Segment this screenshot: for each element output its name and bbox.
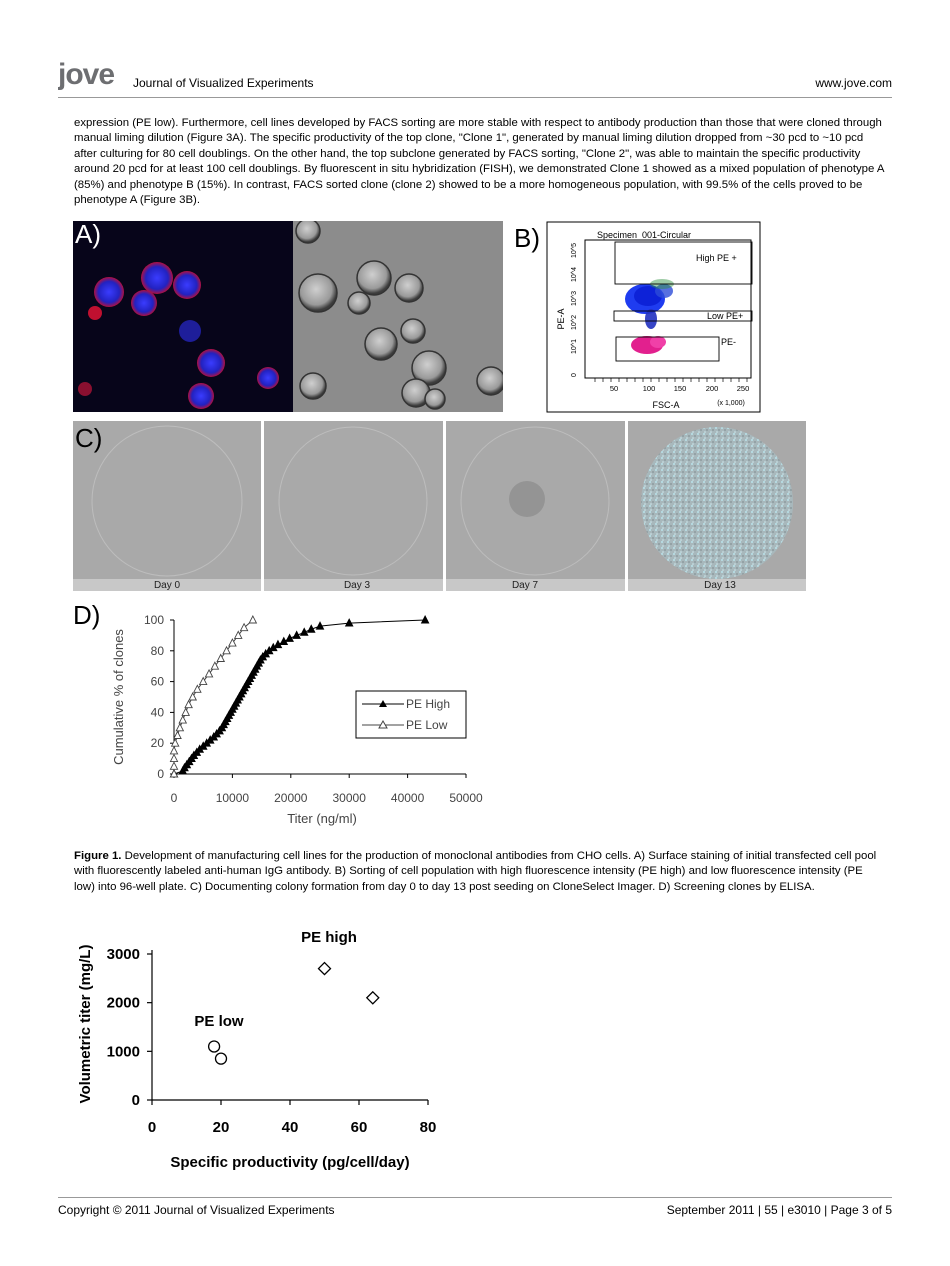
svg-text:250: 250 (736, 384, 750, 393)
y-tick-label: 100 (143, 613, 164, 627)
data-point-pe-low (216, 1053, 227, 1064)
day-label-0: Day 0 (153, 580, 181, 591)
productivity-scatter-chart (70, 922, 450, 1177)
data-point-pe-high (367, 992, 379, 1004)
svg-text:100: 100 (642, 384, 656, 393)
y-tick-label: 40 (150, 705, 164, 720)
y-tick-label: 0 (131, 1092, 140, 1109)
data-point (170, 762, 177, 769)
panel-a-microscopy (73, 221, 503, 412)
data-point (189, 693, 196, 700)
scatter-ticks (147, 954, 428, 1105)
day-label-3: Day 3 (343, 580, 371, 591)
panel-a-letter: A) (75, 221, 101, 249)
footer-page-info: September 2011 | 55 | e3010 | Page 3 of 5 (666, 1203, 892, 1217)
data-point (170, 755, 177, 762)
svg-text:0: 0 (571, 373, 578, 377)
x-tick-label: 40 (281, 1119, 299, 1136)
elisa-legend (356, 691, 466, 738)
flow-x-scale-note: (x 1,000) (717, 400, 745, 407)
x-tick-label: 50000 (449, 791, 483, 805)
elisa-y-label: Cumulative % of clones (111, 629, 126, 765)
svg-text:200: 200 (705, 384, 719, 393)
data-point (185, 701, 192, 708)
svg-text:10^1: 10^1 (571, 339, 578, 354)
elisa-y-tick-labels (144, 613, 164, 781)
scatter-y-tick-labels (107, 946, 140, 1109)
y-tick-label: 1000 (106, 1043, 140, 1061)
figure-caption (74, 849, 886, 895)
data-point-pe-low (209, 1041, 220, 1052)
x-tick-label: 0 (147, 1119, 157, 1136)
data-point-pe-high (319, 963, 331, 975)
panel-d-letter: D) (73, 600, 101, 630)
legend-label-pe-high: PE High (406, 697, 451, 711)
scatter-x-tick-labels (148, 1119, 437, 1136)
colony-image-day7 (446, 421, 625, 591)
data-point (240, 624, 247, 631)
panel-b-letter: B) (514, 223, 540, 253)
svg-text:10^5: 10^5 (571, 243, 578, 258)
flow-plot-title: Specimen_001-Circular (597, 230, 692, 240)
x-tick-label: 0 (170, 791, 178, 805)
data-point (301, 628, 308, 635)
svg-text:150: 150 (673, 384, 687, 393)
data-point (170, 747, 177, 754)
x-tick-label: 40000 (390, 791, 425, 805)
x-tick-label: 10000 (215, 791, 250, 805)
gate-low-pe-label: Low PE+ (707, 311, 744, 321)
colony-image-day13 (628, 421, 806, 591)
header-url[interactable]: www.jove.com (815, 76, 892, 90)
elisa-x-tick-labels (171, 791, 483, 805)
footer-copyright: Copyright © 2011 Journal of Visualized Experiments (58, 1203, 335, 1217)
x-tick-label: 60 (350, 1119, 368, 1136)
panel-c-letter: C) (75, 423, 103, 453)
y-tick-label: 3000 (106, 946, 140, 963)
annotation-pe-low: PE low (194, 1013, 244, 1030)
x-tick-label: 20000 (274, 791, 308, 805)
data-point (176, 724, 183, 731)
body-paragraph: expression (PE low). Furthermore, cell lines developed by FACS sorting are more stable with respect to antibody production than those that were cloned through manual liming dilution (Figure 3A). The specific productivity of the top clone, "Clone 1", generated by manual liming dilution dropped from ~30 pcd to ~10 pcd after culturing for 80 cell doublings. On the other hand, the top subclone generated by FACS sorting, "Clone 2", was able to maintain the specific productivity around 20 pcd for at least 100 cell doublings. By fluorescent in situ hybridization (FISH), we demonstrated Clone 1 showed as a mixed population of phenotype A (85%) and phenotype B (15%). In contrast, FACS sorted clone (clone 2) showed to be a more homogeneous population, with 99.5% of the cells proved to be phenotype A (Figure 3B). (74, 117, 884, 207)
legend-label-pe-low: PE Low (406, 718, 448, 732)
scatter-y-label: Volumetric titer (mg/L) (77, 944, 94, 1104)
data-point (179, 716, 186, 723)
header-journal-name: Journal of Visualized Experiments (133, 76, 314, 90)
header-rule (58, 97, 892, 98)
data-point (182, 708, 189, 715)
y-tick-label: 0 (157, 767, 164, 781)
colony-image-day3 (264, 421, 443, 591)
x-tick-label: 80 (419, 1119, 437, 1136)
day-label-7: Day 7 (511, 580, 539, 591)
day-label-13: Day 13 (704, 580, 736, 591)
y-tick-label: 80 (150, 643, 164, 658)
footer-rule (58, 1197, 892, 1198)
data-point (249, 616, 256, 623)
figure-caption-label: Figure 1. (74, 850, 122, 862)
y-tick-label: 20 (150, 736, 164, 751)
svg-text:10^4: 10^4 (571, 267, 578, 282)
y-tick-label: 60 (150, 674, 164, 689)
scatter-axes (152, 950, 428, 1100)
data-point (286, 634, 293, 641)
y-tick-label: 2000 (106, 994, 140, 1012)
panel-b-flow-cytometry (508, 221, 762, 413)
flow-x-label: FSC-A (652, 400, 680, 410)
svg-text:10^3: 10^3 (571, 291, 578, 306)
svg-text:10^2: 10^2 (571, 315, 578, 330)
svg-text:jove: jove (58, 58, 115, 91)
annotation-pe-high: PE high (301, 929, 357, 946)
elisa-x-label: Titer (ng/ml) (287, 811, 357, 826)
x-tick-label: 30000 (332, 791, 366, 805)
jove-logo (58, 58, 126, 92)
svg-text:50: 50 (609, 384, 619, 393)
data-point (422, 616, 429, 623)
gate-pe-neg-label: PE- (721, 337, 737, 347)
figure-caption-text: Development of manufacturing cell lines for the production of monoclonal antibodies from CHO cells. A) Surface staining of initial transfected cell pool with fluorescently labeled anti-human IgG antibody. B) Sorting of cell population with high fluorescence intensity (PE high) and low fluorescence intensity (PE low) into 96-well plate. C) Documenting colony formation from day 0 to day 13 post seeding on CloneSelect Imager. D) Screening clones by ELISA. (74, 850, 877, 893)
scatter-x-label: Specific productivity (pg/cell/day) (170, 1154, 410, 1171)
panel-c-colony-formation (73, 421, 806, 591)
panel-d-elisa-chart (73, 598, 503, 838)
data-point (174, 732, 181, 739)
x-tick-label: 20 (212, 1119, 230, 1136)
flow-y-label: PE-A (556, 308, 566, 330)
gate-high-pe-label: High PE + (696, 253, 737, 263)
